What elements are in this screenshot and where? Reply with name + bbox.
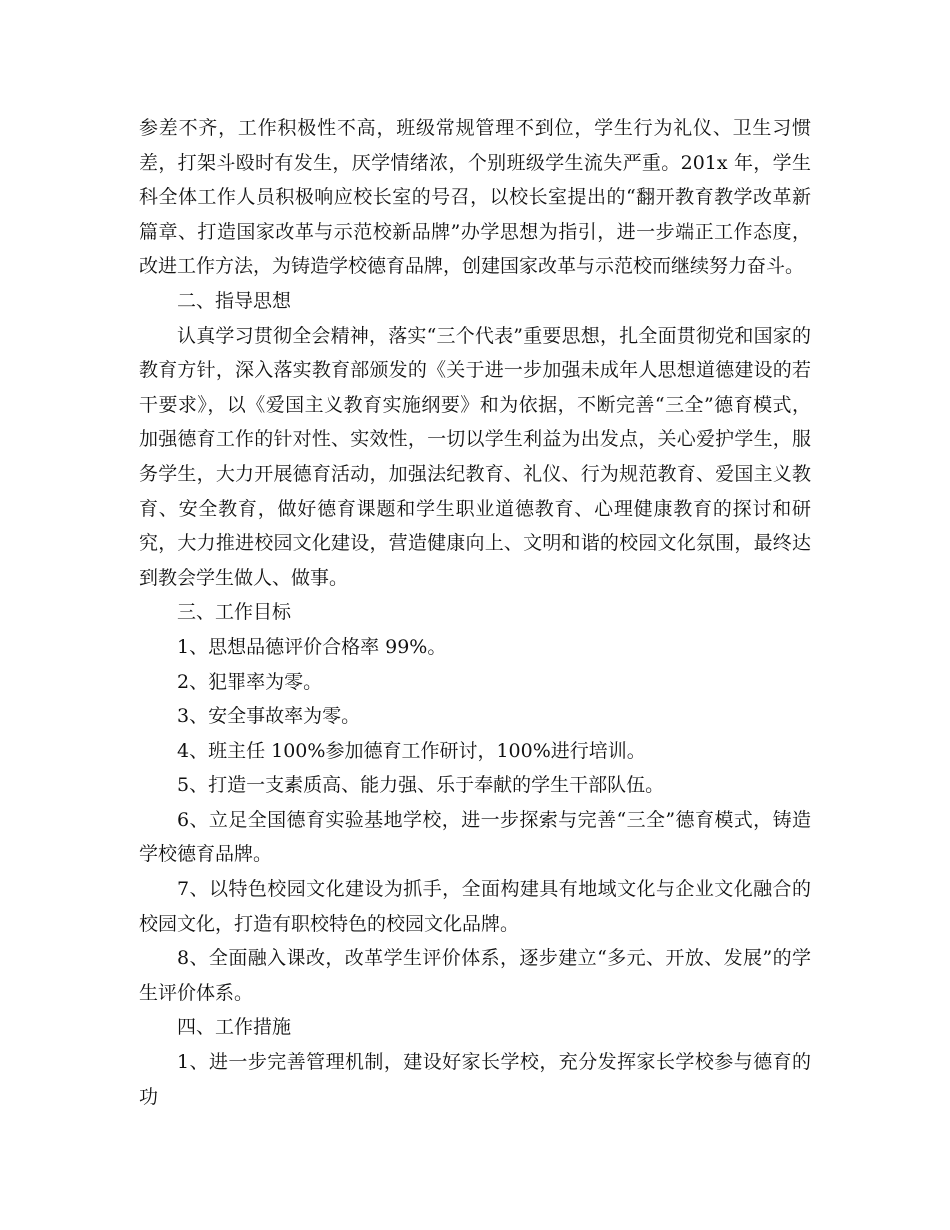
- goal-item-6: 6、立足全国德育实验基地学校，进一步探索与完善“三全”德育模式，铸造学校德育品牌。: [139, 808, 811, 866]
- goal-item-2: 2、犯罪率为零。: [177, 670, 323, 693]
- goal-item-7: 7、以特色校园文化建设为抓手，全面构建具有地域文化与企业文化融合的校园文化，打造有职校特色的校园文化品牌。: [139, 878, 811, 935]
- document-page: [139, 111, 811, 1114]
- measure-item-1: 1、进一步完善管理机制，建设好家长学校，充分发挥家长学校参与德育的功: [139, 1051, 811, 1108]
- heading-guiding-ideology: 二、指导思想: [177, 289, 292, 312]
- paragraph-situation: 参差不齐，工作积极性不高，班级常规管理不到位，学生行为礼仪、卫生习惯差，打架斗殴时有发生，厌学情绪浓，个别班级学生流失严重。201x 年，学生科全体工作人员积极响应校长室的号召，以校长室提出的“翻开教育教学改革新篇章、打造国家改革与示范校新品牌”办学思想为指引，进一步端正工作态度，改进工作方法，为铸造学校德育品牌，创建国家改革与示范校而继续努力奋斗。: [139, 117, 811, 278]
- heading-work-measures: 四、工作措施: [177, 1016, 292, 1039]
- goal-item-1: 1、思想品德评价合格率 99%。: [177, 635, 447, 658]
- paragraph-guiding-ideology: 认真学习贯彻全会精神，落实“三个代表”重要思想，扎全面贯彻党和国家的教育方针，深入落实教育部颁发的《关于进一步加强未成年人思想道德建设的若干要求》，以《爱国主义教育实施纲要》和为依据，不断完善“三全”德育模式，加强德育工作的针对性、实效性，一切以学生利益为出发点，关心爱护学生，服务学生，大力开展德育活动，加强法纪教育、礼仪、行为规范教育、爱国主义教育、安全教育，做好德育课题和学生职业道德教育、心理健康教育的探讨和研究，大力推进校园文化建设，营造健康向上、文明和谐的校园文化氛围，最终达到教会学生做人、做事。: [139, 324, 811, 589]
- heading-work-goals: 三、工作目标: [177, 601, 292, 624]
- goal-item-4: 4、班主任 100%参加德育工作研讨，100%进行培训。: [177, 739, 646, 762]
- goal-item-5: 5、打造一支素质高、能力强、乐于奉献的学生干部队伍。: [177, 774, 665, 797]
- goal-item-8: 8、全面融入课改，改革学生评价体系，逐步建立“多元、开放、发展”的学生评价体系。: [139, 947, 811, 1004]
- goal-item-3: 3、安全事故率为零。: [177, 705, 361, 728]
